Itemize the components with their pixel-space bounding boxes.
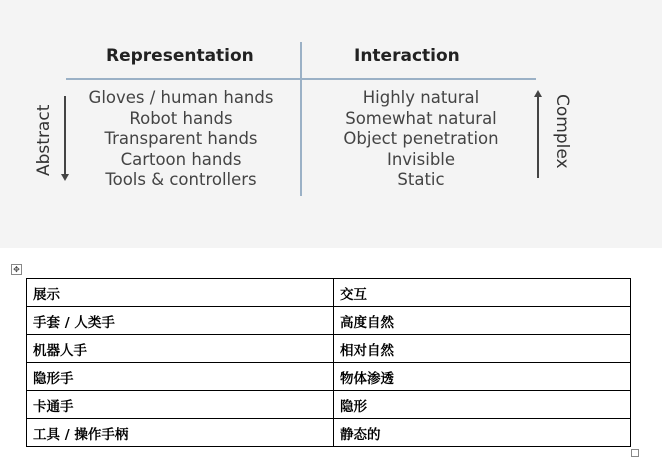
interaction-item: Object penetration xyxy=(343,129,499,148)
representation-item: Cartoon hands xyxy=(120,149,242,169)
representation-item: Transparent hands xyxy=(104,129,258,148)
representation-list xyxy=(66,88,296,191)
table-cell[interactable]: 手套 / 人类手 xyxy=(27,307,334,335)
representation-item: Tools & controllers xyxy=(105,170,257,189)
table-cell[interactable]: 隐形手 xyxy=(27,363,334,391)
translation-table xyxy=(26,278,631,447)
table-move-handle-icon[interactable]: ✥ xyxy=(11,264,22,275)
representation-item: Gloves / human hands xyxy=(88,88,274,107)
interaction-item: Somewhat natural xyxy=(345,108,497,128)
table-row xyxy=(27,307,631,335)
table-resize-handle[interactable] xyxy=(631,449,639,457)
vertical-divider xyxy=(300,42,302,196)
down-arrowhead-icon xyxy=(61,174,69,181)
table-cell[interactable]: 静态的 xyxy=(334,419,631,447)
table-row xyxy=(27,419,631,447)
representation-header: Representation xyxy=(106,46,254,66)
down-arrow-icon xyxy=(64,96,66,176)
table-cell[interactable]: 工具 / 操作手柄 xyxy=(27,419,334,447)
table-row xyxy=(27,363,631,391)
interaction-list xyxy=(306,88,536,191)
table-row xyxy=(27,391,631,419)
interaction-header: Interaction xyxy=(354,46,460,66)
up-arrowhead-icon xyxy=(534,90,542,97)
table-cell[interactable]: 卡通手 xyxy=(27,391,334,419)
header-cell[interactable]: 交互 xyxy=(334,279,631,307)
interaction-item: Highly natural xyxy=(362,88,480,107)
table-cell[interactable]: 高度自然 xyxy=(334,307,631,335)
abstract-axis-label: Abstract xyxy=(34,104,54,176)
complex-axis-label: Complex xyxy=(552,94,572,169)
header-cell[interactable]: 展示 xyxy=(27,279,334,307)
interaction-item: Invisible xyxy=(386,149,456,169)
interaction-item: Static xyxy=(397,170,445,189)
table-cell[interactable]: 物体渗透 xyxy=(334,363,631,391)
table-row xyxy=(27,335,631,363)
table-header-row xyxy=(27,279,631,307)
table-cell[interactable]: 机器人手 xyxy=(27,335,334,363)
up-arrow-icon xyxy=(537,96,539,178)
table-cell[interactable]: 隐形 xyxy=(334,391,631,419)
representation-item: Robot hands xyxy=(129,108,233,128)
table-cell[interactable]: 相对自然 xyxy=(334,335,631,363)
